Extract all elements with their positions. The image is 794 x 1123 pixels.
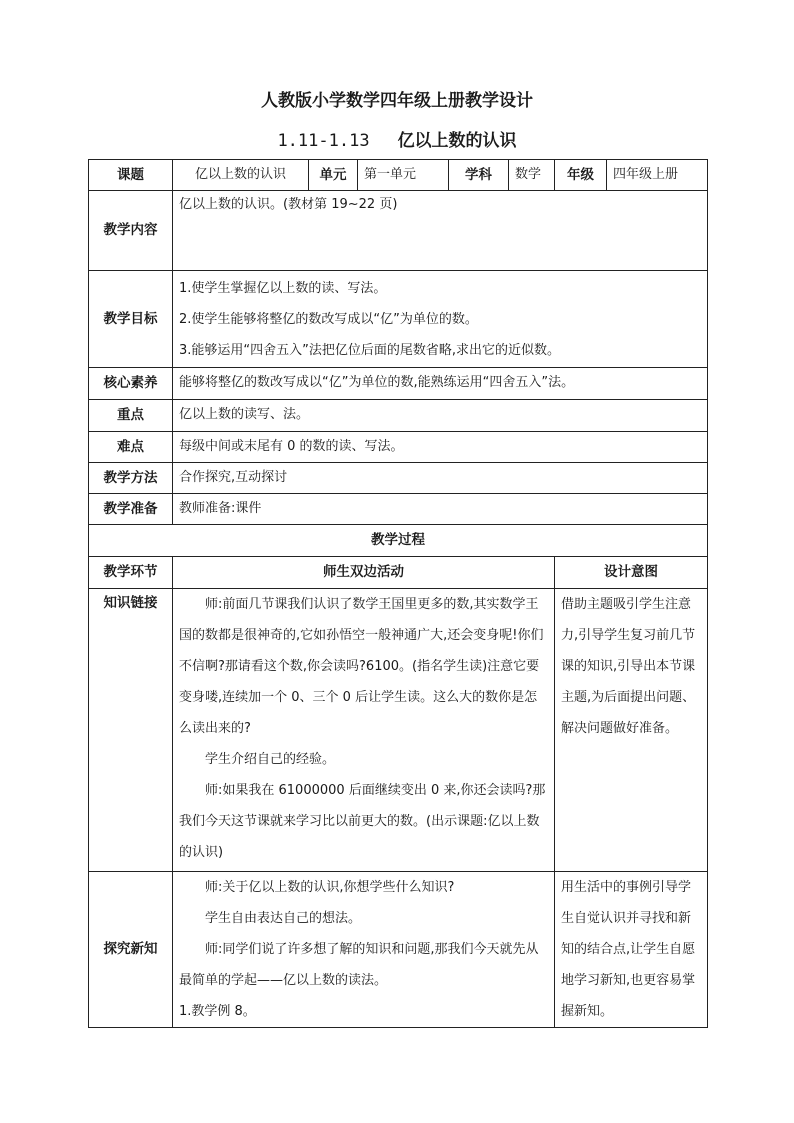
lesson-title: 亿以上数的认识: [397, 131, 517, 151]
lesson-number: 1.11-1.13: [277, 131, 370, 151]
intent-cell: [555, 589, 708, 872]
content-value: 亿以上数的认识。(教材第 19~22 页): [173, 191, 708, 271]
process-row: [89, 872, 708, 1028]
lesson-plan-table: [88, 159, 708, 1028]
process-row: [89, 589, 708, 872]
process-heading: 教学过程: [89, 525, 708, 557]
subject-label: 学科: [449, 160, 509, 191]
core-label: 核心素养: [89, 368, 173, 400]
goal-item: 1.使学生掌握亿以上数的读、写法。: [179, 280, 387, 296]
topic-value: 亿以上数的认识: [173, 160, 309, 191]
core-row: [89, 368, 708, 400]
subject-value: 数学: [509, 160, 555, 191]
goals-label: 教学目标: [89, 271, 173, 368]
key-value: 亿以上数的读写、法。: [173, 400, 708, 432]
process-header-row: [89, 557, 708, 589]
process-heading-row: [89, 525, 708, 557]
activity-paragraph: 师:如果我在 61000000 后面继续变出 0 来,你还会读吗?那我们今天这节课就来学习比以前更大的数。(出示课题:亿以上数的认识): [179, 783, 546, 860]
activity-paragraph: 学生介绍自己的经验。: [205, 752, 336, 767]
grade-label: 年级: [555, 160, 607, 191]
col-stage-header: 教学环节: [89, 557, 173, 589]
activity-cell: [173, 589, 555, 872]
col-activity-header: 师生双边活动: [173, 557, 555, 589]
intent-text: 借助主题吸引学生注意力,引导学生复习前几节课的知识,引导出本节课主题,为后面提出问题、解决问题做好准备。: [561, 597, 696, 736]
unit-value: 第一单元: [358, 160, 449, 191]
goal-item: 3.能够运用“四舍五入”法把亿位后面的尾数省略,求出它的近似数。: [179, 342, 561, 358]
difficulty-label: 难点: [89, 432, 173, 463]
intent-cell: [555, 872, 708, 1028]
lesson-heading: [0, 126, 794, 151]
intent-text: 用生活中的事例引导学生自觉认识并寻找和新知的结合点,让学生自愿地学习新知,也更容易掌握新知。: [561, 880, 696, 1019]
document-title: 人教版小学数学四年级上册教学设计: [261, 91, 533, 111]
method-value: 合作探究,互动探讨: [173, 463, 708, 494]
col-intent-header: 设计意图: [555, 557, 708, 589]
content-label: 教学内容: [89, 191, 173, 271]
method-row: [89, 463, 708, 494]
activity-paragraph: 学生自由表达自己的想法。: [205, 911, 362, 926]
prep-value: 教师准备:课件: [173, 494, 708, 525]
grade-value: 四年级上册: [607, 160, 708, 191]
key-row: [89, 400, 708, 432]
info-row: [89, 160, 708, 191]
stage-label: 知识链接: [89, 589, 173, 872]
unit-label: 单元: [309, 160, 358, 191]
activity-cell: [173, 872, 555, 1028]
activity-paragraph: 师:关于亿以上数的认识,你想学些什么知识?: [205, 880, 455, 895]
goals-row: [89, 271, 708, 368]
stage-label: 探究新知: [89, 872, 173, 1028]
prep-row: [89, 494, 708, 525]
difficulty-row: [89, 432, 708, 463]
activity-paragraph: 师:同学们说了许多想了解的知识和问题,那我们今天就先从最简单的学起——亿以上数的读法。: [179, 942, 539, 988]
method-label: 教学方法: [89, 463, 173, 494]
key-label: 重点: [89, 400, 173, 432]
activity-paragraph: 师:前面几节课我们认识了数学王国里更多的数,其实数学王国的数都是很神奇的,它如孙悟空一般神通广大,还会变身呢!你们不信啊?那请看这个数,你会读吗?6100。(指名学生读)注意它要变身喽,连续加一个 0、三个 0 后让学生读。这么大的数你是怎么读出来的?: [179, 597, 544, 736]
goal-item: 2.使学生能够将整亿的数改写成以“亿”为单位的数。: [179, 311, 478, 327]
prep-label: 教学准备: [89, 494, 173, 525]
content-row: [89, 191, 708, 271]
core-value: 能够将整亿的数改写成以“亿”为单位的数,能熟练运用“四舍五入”法。: [173, 368, 708, 400]
activity-paragraph: 1.教学例 8。: [179, 1004, 256, 1019]
goals-list: [173, 271, 708, 368]
topic-label: 课题: [89, 160, 173, 191]
difficulty-value: 每级中间或末尾有 0 的数的读、写法。: [173, 432, 708, 463]
